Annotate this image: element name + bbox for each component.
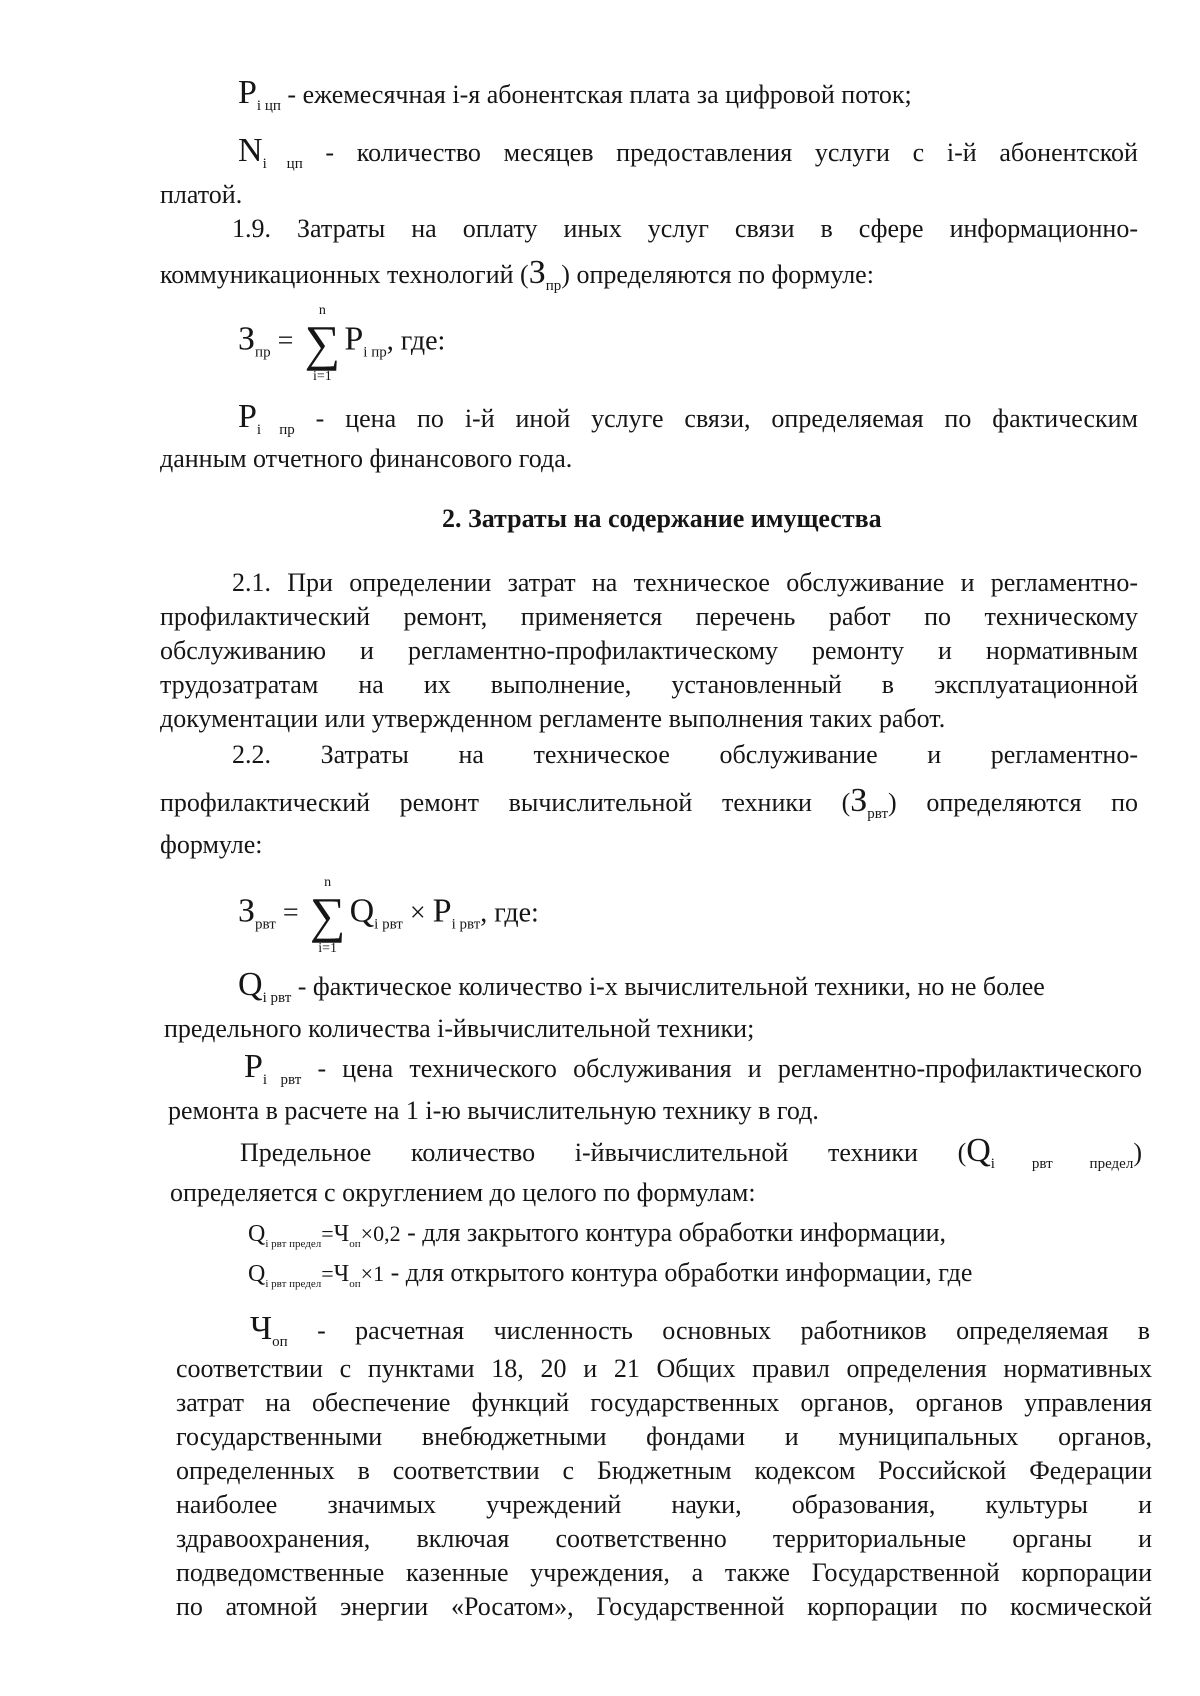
def-ch-line8: подведомственные казенные учреждения, а также Государственной корпорации [176,1558,1152,1587]
item-1-9-line1: 1.9. Затраты на оплату иных услуг связи в сфере информационно- [232,214,1138,243]
def-ch-line3: затрат на обеспечение функций государственных органов, органов управления [176,1388,1152,1417]
q-subscript: i рвт предел [265,1278,322,1290]
definition-text: - расчетная численность основных работников определяемая в [287,1316,1150,1345]
text: коммуникационных технологий ( [160,260,529,289]
term-subscript: i пр [363,344,387,361]
lhs-subscript: рвт [255,916,276,933]
lower-limit: i=1 [312,369,332,384]
item-2-1-line2: профилактический ремонт, применяется перечень работ по техническому [160,602,1138,631]
upper-limit: n [318,303,326,318]
text: ) определяются по [888,788,1138,817]
upper-limit: n [324,875,332,890]
def-ch-line7: здравоохранения, включая соответственно территориальные органы и [176,1524,1152,1553]
def-q-rvt-line2: предельного количества i-йвычислительной техники; [164,1014,755,1043]
times-sign: × [409,897,426,929]
subscript: i пр [256,422,295,438]
def-ch-line5: определенных в соответствии с Бюджетным кодексом Российской Федерации [176,1456,1152,1485]
text: ) [1133,1138,1142,1167]
definition-text: - цена по i-й иной услуге связи, определяемая по фактическим [294,404,1138,433]
item-2-1-line5: документации или утвержденном регламенте выполнения таких работ. [160,704,946,733]
item-1-9-line2 [160,256,874,303]
def-ch-line4: государственными внебюджетными фондами и муниципальных органов, [176,1422,1152,1451]
formula-z-pr [238,303,446,384]
subscript: рвт [867,806,889,822]
term-symbol: P [344,320,364,358]
subscript: i рвт предел [990,1156,1134,1172]
item-2-1-line3: обслуживанию и регламентно-профилактическому ремонту и нормативным [160,636,1138,665]
limit-para-line1 [240,1134,1142,1181]
ch-subscript: оп [349,1278,361,1290]
equals-sign: = [282,897,299,929]
formula-closed-contour [248,1216,946,1261]
sigma-symbol: ∑ [304,315,341,371]
q-subscript: i рвт предел [265,1238,322,1250]
item-2-2-line3: формуле: [160,830,263,859]
lower-limit: i=1 [318,941,337,956]
symbol-q: Q [966,1132,991,1169]
formula-open-contour [248,1256,972,1301]
formula-description: - для открытого контура обработки информации, где [384,1258,973,1287]
formula-z-rvt [238,875,539,956]
lhs-subscript: пр [255,344,271,361]
item-2-2-line1: 2.2. Затраты на техническое обслуживание и регламентно- [232,740,1138,769]
q-symbol: Q [248,1261,266,1287]
symbol-q: Q [238,966,263,1003]
item-2-2-line2 [160,784,1138,831]
sum-operator [308,875,348,956]
equals-sign: = [277,325,294,357]
item-2-1-line4: трудозатратам на их выполнение, установленный в эксплуатационной [160,670,1138,699]
def-p-pr-line1 [238,400,1138,447]
definition-text: - цена технического обслуживания и регламентно-профилактического [301,1054,1142,1083]
def-p-rvt-line1 [244,1050,1142,1097]
subscript: i рвт [262,990,292,1006]
def-n-cp-line2: платой. [160,180,243,209]
text: ) определяются по формуле: [561,260,874,289]
def-n-cp-line1 [238,134,1138,181]
symbol-n: N [238,132,263,169]
multiplier: ×0,2 [360,1221,401,1246]
def-p-pr-line2: данным отчетного финансового года. [160,444,573,473]
q-symbol: Q [248,1221,266,1247]
def-p-cp [238,76,912,123]
def-p-rvt-line2: ремонта в расчете на 1 i-ю вычислительную технику в год. [168,1096,819,1125]
limit-para-line2: определяется с округлением до целого по формулам: [170,1178,756,1207]
symbol-p: P [238,74,257,111]
q-subscript: i рвт [374,916,403,933]
sum-operator [302,303,342,384]
ch-symbol: Ч [333,1221,350,1247]
subscript: i цп [256,98,281,114]
symbol-z: З [850,782,868,819]
text: Предельное количество i-йвычислительной техники ( [240,1138,967,1167]
text: профилактический ремонт вычислительной техники ( [160,788,851,817]
ch-symbol: Ч [333,1261,350,1287]
subscript: пр [545,278,562,294]
formula-tail: , где: [480,897,539,929]
equals-sign: = [321,1221,334,1246]
ch-subscript: оп [349,1238,361,1250]
symbol-p: P [244,1048,263,1085]
def-q-rvt-line1 [238,968,1045,1015]
def-ch-line6: наиболее значимых учреждений науки, образования, культуры и [176,1490,1152,1519]
definition-text: - фактическое количество i-х вычислительной техники, но не более [291,972,1045,1001]
def-ch-line9: по атомной энергии «Росатом», Государственной корпорации по космической [176,1592,1152,1621]
symbol-p: P [238,398,257,435]
equals-sign: = [321,1261,334,1286]
subscript: i рвт [262,1072,302,1088]
p-subscript: i рвт [451,916,481,933]
q-symbol: Q [349,892,375,930]
definition-text: - количество месяцев предоставления услуги с i-й абонентской [302,138,1138,167]
definition-text: - ежемесячная i-я абонентская плата за цифровой поток; [280,80,912,109]
lhs-symbol: З [238,892,256,930]
section-heading: 2. Затраты на содержание имущества [442,504,882,533]
formula-tail: , где: [386,325,446,357]
symbol-ch: Ч [250,1310,273,1347]
p-symbol: P [432,892,452,930]
item-2-1-line1: 2.1. При определении затрат на техническое обслуживание и регламентно- [232,568,1138,597]
def-ch-line2: соответствии с пунктами 18, 20 и 21 Общих правил определения нормативных [176,1354,1152,1383]
multiplier: ×1 [360,1261,385,1286]
sigma-symbol: ∑ [309,887,346,943]
symbol-z: З [528,254,546,291]
subscript: оп [272,1334,288,1350]
subscript: i цп [262,156,303,172]
lhs-symbol: З [238,320,256,358]
formula-description: - для закрытого контура обработки информации, [400,1218,947,1247]
